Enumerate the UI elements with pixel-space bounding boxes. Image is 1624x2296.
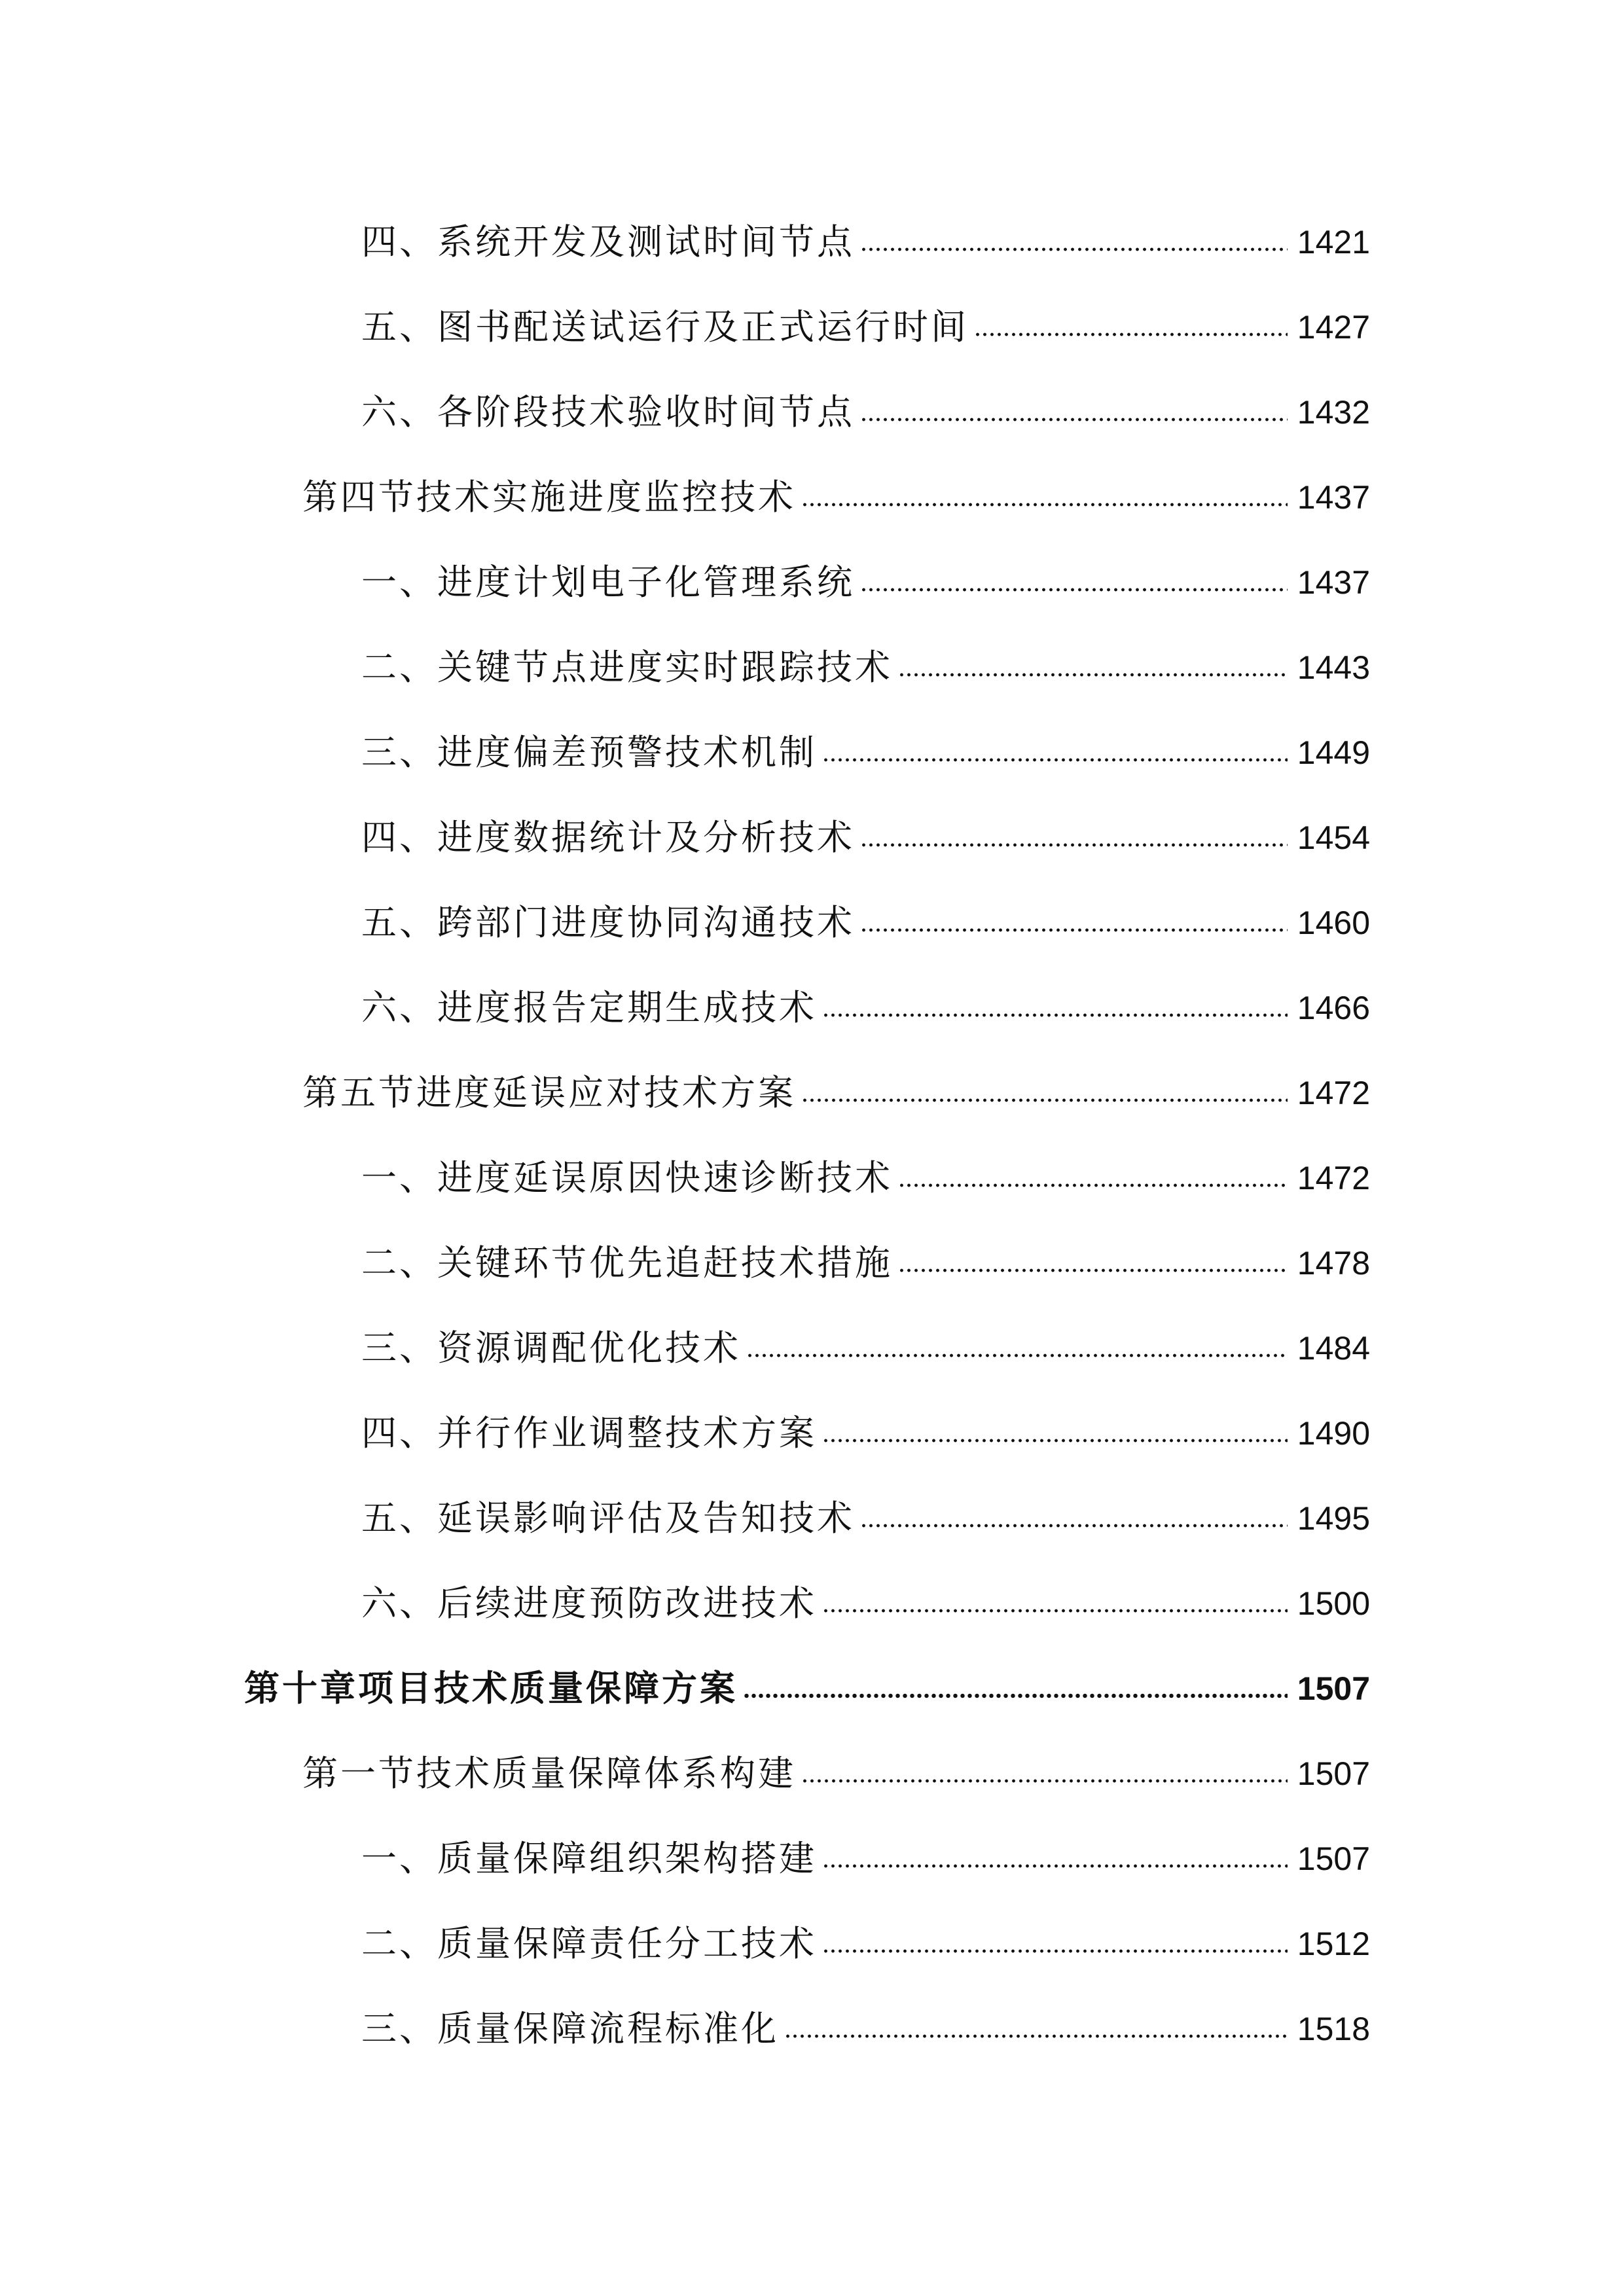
toc-section-entry[interactable]	[302, 458, 1370, 521]
toc-entry-page: 1484	[1297, 1330, 1370, 1367]
toc-entry-title: 四、系统开发及测试时间节点	[361, 221, 855, 262]
toc-entry-title: 第十章项目技术质量保障方案	[244, 1668, 738, 1709]
dot-leader	[898, 1178, 1288, 1193]
toc-entry[interactable]	[361, 628, 1370, 691]
toc-entry[interactable]	[361, 1905, 1370, 1967]
dot-leader	[860, 838, 1288, 852]
dot-leader	[860, 412, 1288, 427]
dot-leader	[801, 497, 1288, 512]
toc-entry-title: 三、进度偏差预警技术机制	[361, 732, 817, 773]
dot-leader	[822, 1944, 1288, 1958]
dot-leader	[860, 923, 1288, 937]
toc-entry-title: 第一节技术质量保障体系构建	[302, 1753, 796, 1794]
toc-entry-page: 1443	[1297, 649, 1370, 686]
toc-entry[interactable]	[361, 1394, 1370, 1457]
toc-entry-title: 二、关键环节优先追赶技术措施	[361, 1242, 893, 1283]
dot-leader	[822, 1859, 1288, 1873]
toc-entry-page: 1466	[1297, 990, 1370, 1026]
toc-entry-page: 1507	[1297, 1840, 1370, 1877]
toc-entry[interactable]	[361, 1224, 1370, 1287]
toc-entry-title: 一、进度延误原因快速诊断技术	[361, 1157, 893, 1198]
toc-entry[interactable]	[361, 1564, 1370, 1627]
dot-leader	[822, 1604, 1288, 1618]
toc-entry-title: 第四节技术实施进度监控技术	[302, 476, 796, 518]
toc-entry-page: 1472	[1297, 1075, 1370, 1111]
dot-leader	[746, 1348, 1288, 1363]
toc-chapter-entry[interactable]	[244, 1649, 1370, 1712]
toc-entry-title: 六、后续进度预防改进技术	[361, 1583, 817, 1624]
dot-leader	[801, 1093, 1288, 1107]
toc-entry[interactable]	[361, 1820, 1370, 1882]
toc-entry[interactable]	[361, 798, 1370, 861]
dot-leader	[784, 2029, 1288, 2043]
toc-entry-page: 1460	[1297, 905, 1370, 941]
toc-entry[interactable]	[361, 1479, 1370, 1542]
toc-entry-title: 一、质量保障组织架构搭建	[361, 1838, 817, 1879]
toc-section-entry[interactable]	[302, 1054, 1370, 1117]
toc-entry-title: 一、进度计划电子化管理系统	[361, 562, 855, 603]
toc-entry-title: 三、质量保障流程标准化	[361, 2008, 779, 2049]
toc-entry[interactable]	[361, 203, 1370, 266]
dot-leader	[860, 242, 1288, 257]
toc-entry[interactable]	[361, 713, 1370, 776]
toc-entry-title: 五、延误影响评估及告知技术	[361, 1498, 855, 1539]
toc-entry-title: 五、图书配送试运行及正式运行时间	[361, 306, 969, 348]
toc-entry-page: 1518	[1297, 2011, 1370, 2047]
toc-entry[interactable]	[361, 1139, 1370, 1202]
dot-leader	[860, 1518, 1288, 1533]
dot-leader	[898, 668, 1288, 682]
toc-entry[interactable]	[361, 288, 1370, 351]
toc-entry-title: 六、进度报告定期生成技术	[361, 987, 817, 1028]
toc-section-entry[interactable]	[302, 1734, 1370, 1797]
toc-entry[interactable]	[361, 1990, 1370, 2053]
toc-entry-page: 1507	[1297, 1670, 1370, 1707]
dot-leader	[822, 1008, 1288, 1022]
dot-leader	[898, 1263, 1288, 1278]
dot-leader	[801, 1774, 1288, 1788]
toc-entry-page: 1507	[1297, 1755, 1370, 1792]
toc-entry[interactable]	[361, 969, 1370, 1031]
dot-leader	[822, 753, 1288, 767]
toc-entry[interactable]	[361, 373, 1370, 436]
toc-entry-page: 1500	[1297, 1585, 1370, 1622]
toc-entry-title: 二、关键节点进度实时跟踪技术	[361, 647, 893, 688]
toc-entry-page: 1454	[1297, 819, 1370, 856]
toc-entry-title: 二、质量保障责任分工技术	[361, 1923, 817, 1964]
dot-leader	[822, 1433, 1288, 1448]
dot-leader	[860, 583, 1288, 597]
toc-entry-title: 四、进度数据统计及分析技术	[361, 817, 855, 858]
toc-entry-page: 1512	[1297, 1926, 1370, 1962]
toc-entry-page: 1437	[1297, 479, 1370, 516]
toc-entry-title: 三、资源调配优化技术	[361, 1327, 741, 1369]
toc-entry-page: 1472	[1297, 1160, 1370, 1196]
toc-entry-title: 五、跨部门进度协同沟通技术	[361, 902, 855, 943]
toc-entry-title: 六、各阶段技术验收时间节点	[361, 391, 855, 433]
dot-leader	[974, 327, 1288, 342]
dot-leader	[743, 1689, 1288, 1703]
toc-entry-page: 1478	[1297, 1245, 1370, 1282]
toc-entry-title: 四、并行作业调整技术方案	[361, 1412, 817, 1454]
toc-entry-page: 1427	[1297, 309, 1370, 346]
toc-entry[interactable]	[361, 884, 1370, 946]
toc-entry-title: 第五节进度延误应对技术方案	[302, 1072, 796, 1113]
toc-entry-page: 1495	[1297, 1500, 1370, 1537]
toc-entry[interactable]	[361, 1309, 1370, 1372]
toc-entry[interactable]	[361, 543, 1370, 606]
toc-entry-page: 1437	[1297, 564, 1370, 601]
toc-entry-page: 1432	[1297, 394, 1370, 431]
toc-entry-page: 1449	[1297, 734, 1370, 771]
toc-entry-page: 1490	[1297, 1415, 1370, 1452]
toc-entry-page: 1421	[1297, 224, 1370, 260]
